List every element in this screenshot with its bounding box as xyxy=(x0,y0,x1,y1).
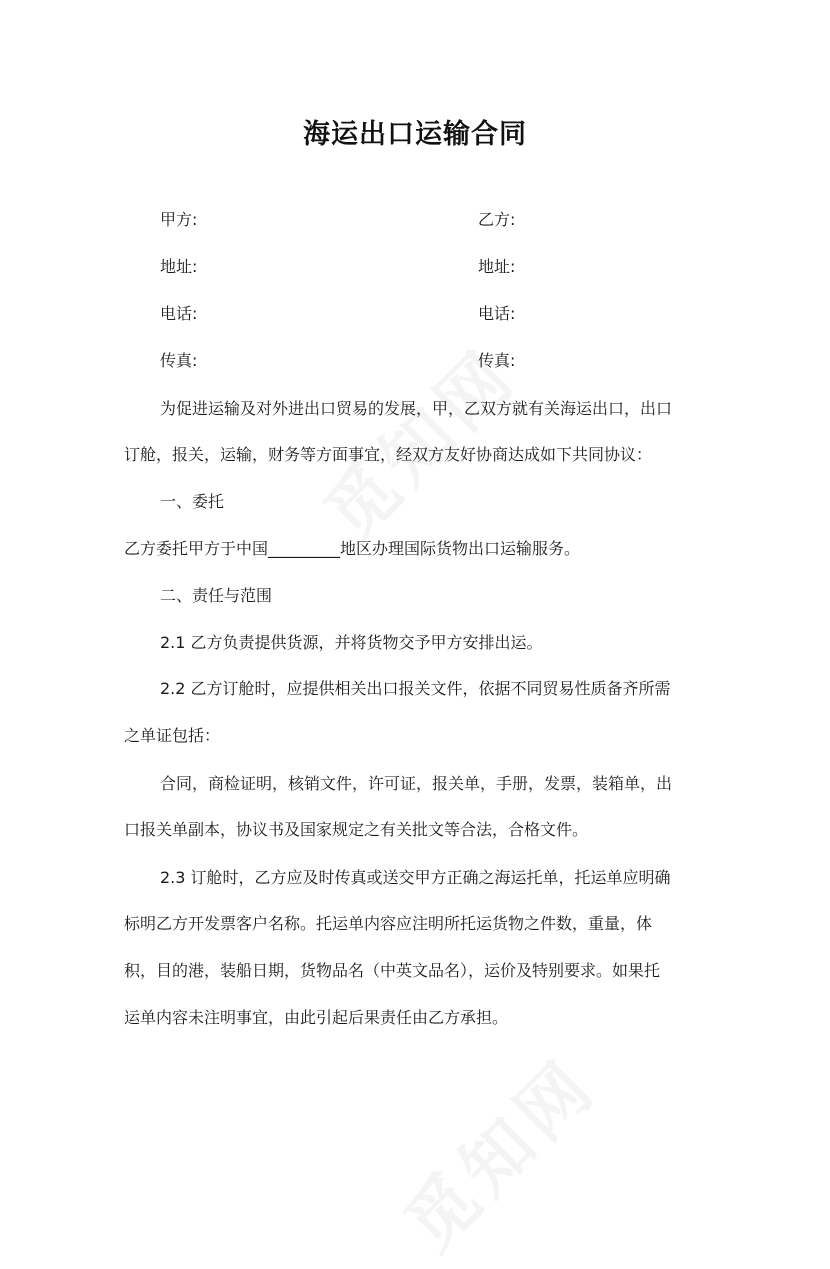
paragraph-line: 订舱，报关，运输，财务等方面事宜，经双方友好协商达成如下共同协议： xyxy=(124,445,653,464)
party-b-label: 乙方: xyxy=(478,210,516,229)
paragraph-line: 标明乙方开发票客户名称。托运单内容应注明所托运货物之件数，重量，体 xyxy=(124,914,653,933)
clause-2-3: 2.3 订舱时，乙方应及时传真或送交甲方正确之海运托单，托运单应明确 xyxy=(160,868,671,887)
paragraph-line: 之单证包括： xyxy=(124,726,221,745)
party-row-3 xyxy=(160,302,720,326)
watermark-bottom xyxy=(379,1032,616,1269)
document-title: 海运出口运输合同 xyxy=(303,119,527,150)
paragraph-line: 乙方委托甲方于中国_________地区办理国际货物出口运输服务。 xyxy=(124,539,581,558)
party-row-2 xyxy=(160,255,720,279)
party-row-4 xyxy=(160,349,720,373)
party-b-address-label: 地址: xyxy=(478,257,516,276)
party-a-fax-label: 传真: xyxy=(160,351,198,370)
paragraph-line: 合同，商检证明，核销文件，许可证，报关单，手册，发票，装箱单，出 xyxy=(160,774,673,793)
clause-2-2: 2.2 乙方订舱时，应提供相关出口报关文件，依据不同贸易性质备齐所需 xyxy=(160,679,671,698)
paragraph-line: 运单内容未注明事宜，由此引起后果责任由乙方承担。 xyxy=(124,1008,509,1027)
party-a-address-label: 地址: xyxy=(160,257,198,276)
clause-2-1: 2.1 乙方负责提供货源，并将货物交予甲方安排出运。 xyxy=(160,633,543,652)
section-heading-1: 一、委托 xyxy=(160,492,225,511)
party-b-phone-label: 电话: xyxy=(478,304,516,323)
party-a-phone-label: 电话: xyxy=(160,304,198,323)
party-b-fax-label: 传真: xyxy=(478,351,516,370)
paragraph-line: 为促进运输及对外进出口贸易的发展，甲，乙双方就有关海运出口，出口 xyxy=(160,399,673,418)
paragraph-line: 积，目的港，装船日期，货物品名（中英文品名），运价及特别要求。如果托 xyxy=(124,961,661,980)
paragraph-line: 口报关单副本，协议书及国家规定之有关批文等合法，合格文件。 xyxy=(124,820,589,839)
section-heading-2: 二、责任与范围 xyxy=(160,586,273,605)
party-row-1 xyxy=(160,208,720,232)
party-a-label: 甲方: xyxy=(160,210,198,229)
